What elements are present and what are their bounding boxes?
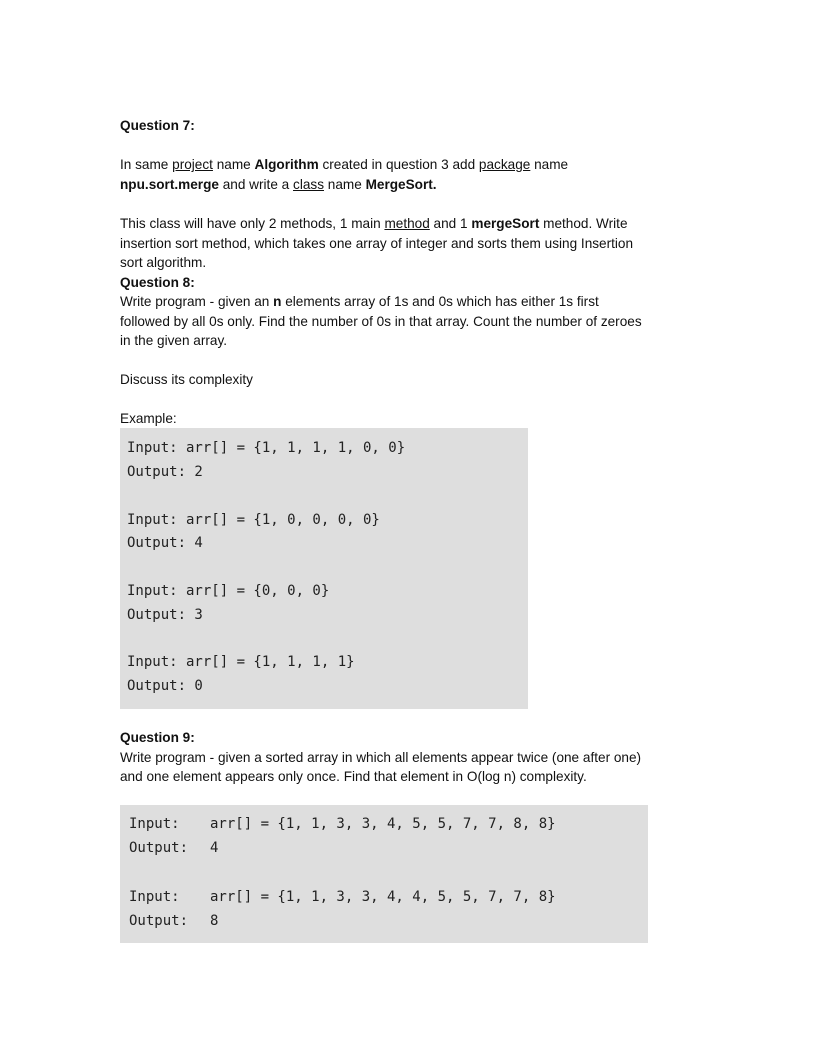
example-code-block-q9 xyxy=(120,805,648,943)
example-output: Output: 0 xyxy=(127,678,203,694)
bold-mergesort: mergeSort xyxy=(471,216,540,231)
output-label: Output: xyxy=(129,840,189,856)
text: elements array of 1s and 0s which has either 1s first xyxy=(281,294,599,309)
text: Write program - given a sorted array in which all elements appear twice (one after one) xyxy=(120,749,642,765)
text: and write a xyxy=(218,176,294,192)
input-label: Input: xyxy=(129,889,180,905)
example-output xyxy=(129,838,218,858)
example-label: Example: xyxy=(120,411,177,426)
bold-algorithm: Algorithm xyxy=(254,157,319,172)
text: and one element appears only once. Find that element in O(log n) complexity. xyxy=(120,769,587,784)
output-label: Output: xyxy=(129,913,189,929)
example-input: Input: arr[] = {1, 0, 0, 0, 0} xyxy=(127,512,380,528)
input-label: Input: xyxy=(129,816,180,832)
text: sort algorithm. xyxy=(120,255,207,270)
example-output: Output: 4 xyxy=(127,535,203,551)
example-input xyxy=(129,887,556,907)
example-input: Input: arr[] = {1, 1, 1, 1} xyxy=(127,654,355,670)
text: and 1 xyxy=(429,216,472,231)
link-project: project xyxy=(172,157,213,172)
text: Write program - given an xyxy=(120,294,274,309)
question-7-title: Question 7: xyxy=(120,118,195,133)
text: method. Write xyxy=(539,216,628,231)
link-method: method xyxy=(384,216,430,231)
text: insertion sort method, which takes one array of integer and sorts them using Insertion xyxy=(120,235,634,251)
question-8-title: Question 8: xyxy=(120,274,195,290)
text: name xyxy=(530,157,569,172)
input-value: arr[] = {1, 1, 3, 3, 4, 4, 5, 5, 7, 7, 8} xyxy=(210,889,556,905)
bold-class-name: MergeSort. xyxy=(365,176,437,192)
text: name xyxy=(212,157,255,172)
example-code-block-q8 xyxy=(120,428,528,709)
example-output: Output: 3 xyxy=(127,607,203,623)
text: followed by all 0s only. Find the number of 0s in that array. Count the number of zeroes xyxy=(120,313,642,329)
link-package: package xyxy=(478,157,531,172)
output-value: 8 xyxy=(210,913,219,929)
link-class: class xyxy=(293,176,324,192)
output-value: 4 xyxy=(210,840,219,856)
bold-package-name: npu.sort.merge xyxy=(120,176,219,192)
text: In same xyxy=(120,157,173,172)
discuss-complexity: Discuss its complexity xyxy=(120,372,253,387)
question-9 xyxy=(120,728,720,787)
question-7-paragraph-1 xyxy=(120,155,720,194)
input-value: arr[] = {1, 1, 3, 3, 4, 5, 5, 7, 7, 8, 8} xyxy=(210,816,556,832)
example-input: Input: arr[] = {1, 1, 1, 1, 0, 0} xyxy=(127,440,406,456)
example-input: Input: arr[] = {0, 0, 0} xyxy=(127,583,330,599)
bold-n: n xyxy=(273,294,282,309)
example-input xyxy=(129,814,556,834)
text: name xyxy=(324,176,366,192)
example-output xyxy=(129,911,218,931)
question-9-title: Question 9: xyxy=(120,730,195,745)
text: in the given array. xyxy=(120,333,228,348)
text: created in question 3 add xyxy=(318,157,479,172)
example-output: Output: 2 xyxy=(127,464,203,480)
question-7-paragraph-2 xyxy=(120,214,720,351)
text: This class will have only 2 methods, 1 main xyxy=(120,216,385,231)
